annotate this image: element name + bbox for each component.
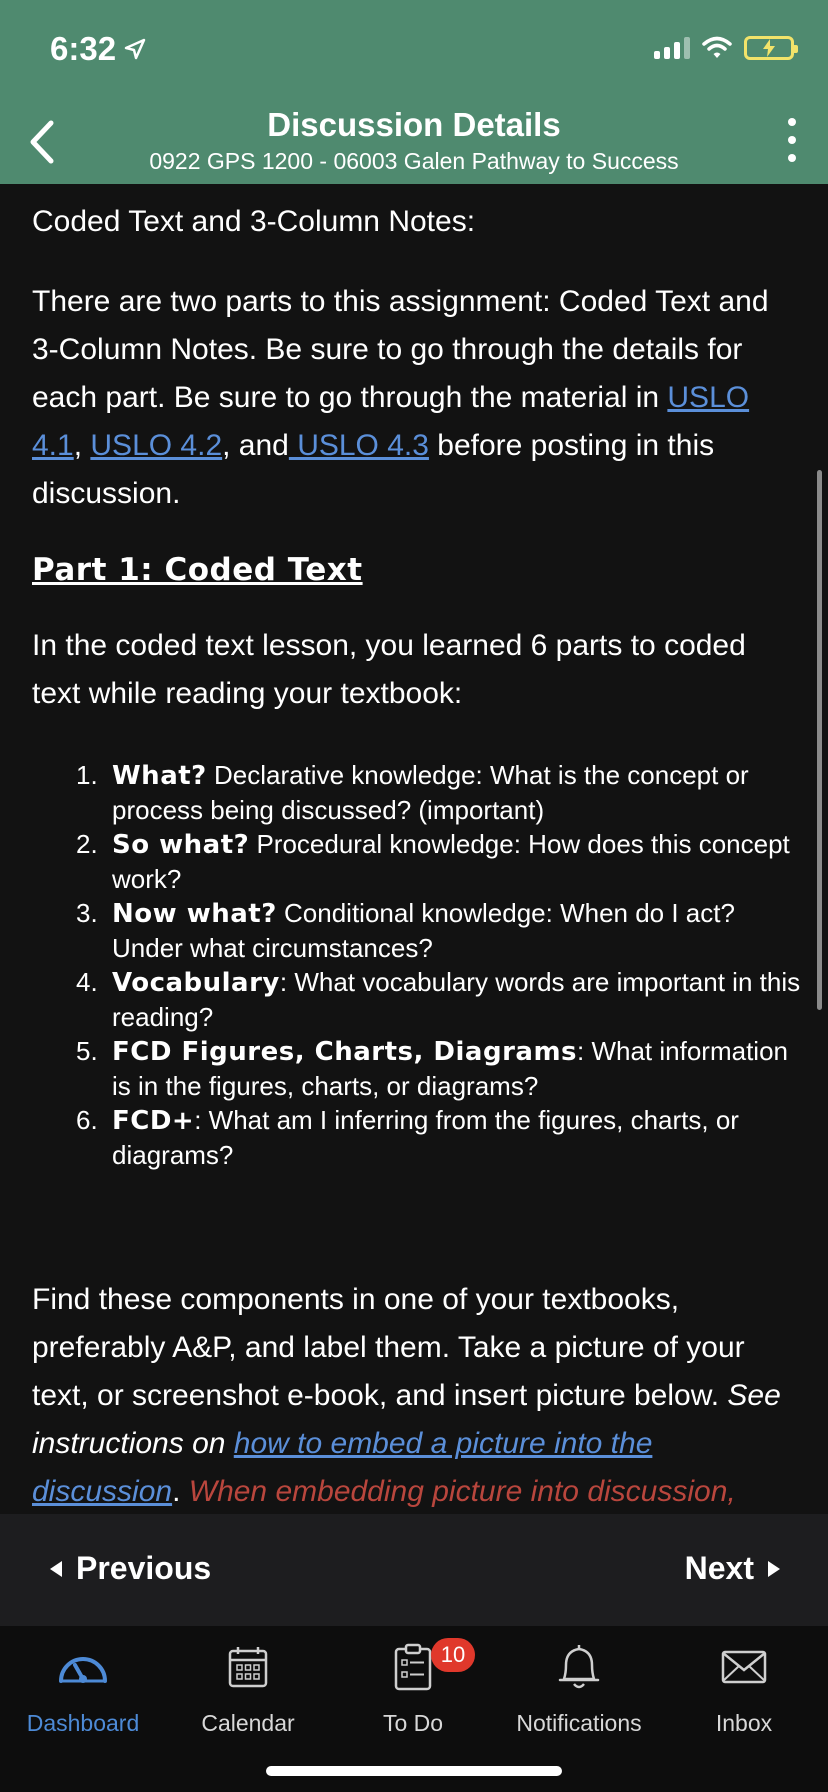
part1-intro: In the coded text lesson, you learned 6 parts to coded text while reading your textbook: bbox=[32, 629, 746, 710]
caret-right-icon bbox=[768, 1561, 780, 1577]
embed-picture-link[interactable]: how to embed a picture into the discussion bbox=[32, 1427, 653, 1508]
header-bar bbox=[0, 0, 828, 184]
intro-text-2: , bbox=[73, 429, 91, 462]
tab-label: Calendar bbox=[201, 1710, 295, 1736]
location-arrow-icon bbox=[124, 38, 146, 60]
tab-calendar[interactable] bbox=[165, 1636, 331, 1737]
dot bbox=[788, 154, 796, 162]
see-instructions-text: See instructions on bbox=[32, 1379, 781, 1460]
discussion-content[interactable] bbox=[32, 184, 802, 1514]
caret-left-icon bbox=[50, 1561, 62, 1577]
previous-button[interactable] bbox=[50, 1550, 211, 1587]
intro-text-3: , and bbox=[222, 429, 289, 462]
list-item: 6. FCD+: What am I inferring from the figures, charts, or diagrams? bbox=[76, 1105, 739, 1170]
list-item: 2. So what? Procedural knowledge: How does this concept work? bbox=[76, 829, 790, 894]
page-title: Discussion Details bbox=[267, 106, 561, 143]
tab-inbox[interactable] bbox=[661, 1636, 827, 1737]
content-heading: Coded Text and 3-Column Notes: bbox=[32, 205, 476, 238]
coded-text-list bbox=[32, 758, 802, 1172]
tab-label: Notifications bbox=[516, 1710, 642, 1736]
tab-todo[interactable] bbox=[330, 1636, 496, 1737]
find-paragraph bbox=[32, 1276, 802, 1514]
tab-label: Inbox bbox=[715, 1710, 773, 1736]
mail-icon bbox=[721, 1636, 767, 1698]
intro-paragraph bbox=[32, 278, 802, 518]
cellular-signal-icon bbox=[654, 37, 690, 59]
tab-label: Dashboard bbox=[26, 1710, 140, 1736]
pagination-bar bbox=[0, 1514, 828, 1626]
todo-count-badge: 10 bbox=[431, 1638, 475, 1672]
find-text-2: . bbox=[172, 1475, 189, 1508]
uslo-4-2-link[interactable]: USLO 4.2 bbox=[90, 429, 223, 462]
dot bbox=[788, 136, 796, 144]
part1-heading: Part 1: Coded Text bbox=[32, 552, 363, 588]
dot bbox=[788, 118, 796, 126]
status-time bbox=[50, 30, 146, 68]
find-text: Find these components in one of your textbooks, preferably A&P, and label them. Take a picture of your text, or screenshot e-book, and insert picture below. bbox=[32, 1283, 745, 1412]
tab-notifications[interactable] bbox=[496, 1636, 662, 1737]
uslo-4-1-link[interactable]: USLO 4.1 bbox=[32, 381, 750, 462]
more-options-button[interactable] bbox=[784, 118, 800, 162]
scrollbar[interactable] bbox=[817, 470, 822, 1010]
warning-text: When embedding picture into discussion, bbox=[188, 1475, 736, 1508]
list-item: 1. What? Declarative knowledge: What is the concept or process being discussed? (important) bbox=[76, 760, 749, 825]
bell-icon bbox=[556, 1636, 602, 1698]
next-label: Next bbox=[684, 1550, 754, 1586]
page-subtitle: 0922 GPS 1200 - 06003 Galen Pathway to Success bbox=[149, 148, 679, 174]
list-item: 3. Now what? Conditional knowledge: When do I act? Under what circumstances? bbox=[76, 898, 735, 963]
battery-charging-icon bbox=[744, 36, 794, 60]
calendar-icon bbox=[227, 1636, 269, 1698]
intro-text-1: There are two parts to this assignment: Coded Text and 3-Column Notes. Be sure to go through the details for each part. Be sure to go through the material in bbox=[32, 285, 769, 414]
dashboard-icon bbox=[57, 1636, 109, 1698]
wifi-icon bbox=[702, 36, 732, 60]
next-button[interactable] bbox=[685, 1550, 780, 1587]
home-indicator[interactable] bbox=[266, 1766, 562, 1776]
previous-label: Previous bbox=[76, 1550, 212, 1586]
list-item: 5. FCD Figures, Charts, Diagrams: What information is in the figures, charts, or diagrams? bbox=[76, 1036, 788, 1101]
tab-dashboard[interactable] bbox=[0, 1636, 166, 1737]
list-item: 4. Vocabulary: What vocabulary words are important in this reading? bbox=[76, 967, 801, 1032]
status-time-text: 6:32 bbox=[50, 30, 117, 67]
tab-label: To Do bbox=[382, 1710, 444, 1736]
uslo-4-3-link[interactable]: USLO 4.3 bbox=[288, 429, 429, 462]
intro-text-4: before posting in this discussion. bbox=[32, 429, 715, 510]
status-icons bbox=[654, 36, 794, 60]
todo-icon bbox=[393, 1636, 466, 1698]
